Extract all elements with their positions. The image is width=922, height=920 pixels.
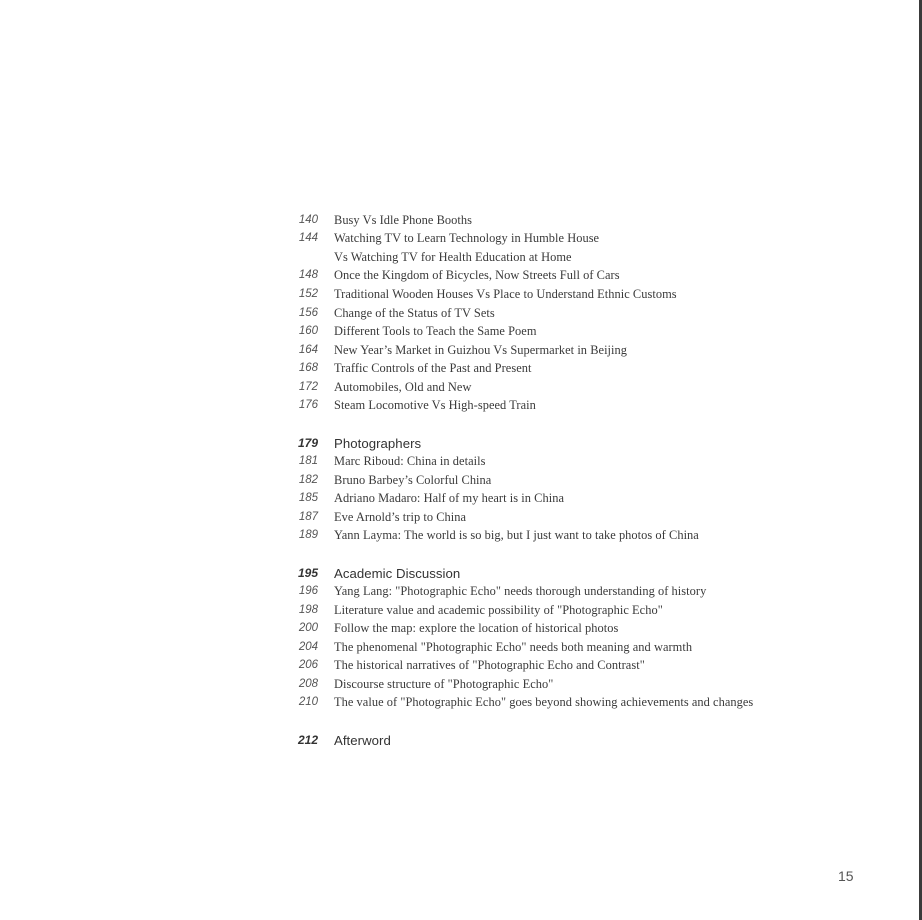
toc-entry-title: Automobiles, Old and New [334, 379, 472, 394]
toc-entry-title: Marc Riboud: China in details [334, 453, 486, 468]
toc-entry[interactable] [0, 211, 880, 229]
toc-entry[interactable] [0, 229, 880, 247]
page-number: 15 [838, 868, 854, 884]
toc-entry-title: Discourse structure of "Photographic Echo" [334, 676, 554, 691]
toc-entry[interactable] [0, 489, 880, 507]
toc-page-number: 204 [298, 641, 318, 653]
toc-entry-title: Yann Layma: The world is so big, but I just want to take photos of China [334, 527, 699, 542]
toc-page-number: 208 [298, 678, 318, 690]
toc-entry[interactable] [0, 359, 880, 377]
toc-section-academic-discussion[interactable] [0, 564, 880, 582]
toc-entry[interactable] [0, 526, 880, 544]
toc-entry-title: Change of the Status of TV Sets [334, 305, 495, 320]
toc-entry-title: Watching TV to Learn Technology in Humble House [334, 230, 600, 245]
toc-section-page-number: 179 [297, 436, 318, 450]
toc-entry[interactable] [0, 452, 880, 470]
toc-page-number: 164 [298, 344, 318, 356]
toc-entry[interactable] [0, 341, 880, 359]
toc-page-number: 206 [298, 659, 318, 671]
toc-entry[interactable] [0, 378, 880, 396]
toc-entry-title: The phenomenal "Photographic Echo" needs both meaning and warmth [334, 639, 693, 654]
toc-entry[interactable] [0, 619, 880, 637]
toc-page-number: 140 [298, 214, 318, 226]
toc-page-number: 148 [298, 269, 318, 281]
toc-page-number: 152 [298, 288, 318, 300]
toc-page-number: 172 [298, 381, 318, 393]
toc-entry[interactable] [0, 675, 880, 693]
toc-page-number: 185 [298, 492, 318, 504]
toc-entry-title: Traffic Controls of the Past and Present [334, 360, 532, 375]
toc-entry[interactable] [0, 304, 880, 322]
toc-entry-title: Yang Lang: "Photographic Echo" needs thorough understanding of history [334, 583, 707, 598]
toc-entry[interactable] [0, 601, 880, 619]
toc-entry-title: Vs Watching TV for Health Education at Home [334, 249, 572, 264]
toc-entry-title: Steam Locomotive Vs High-speed Train [334, 397, 536, 412]
toc-page-number: 187 [298, 511, 318, 523]
toc-entry[interactable] [0, 508, 880, 526]
toc-entry-title: Follow the map: explore the location of historical photos [334, 620, 619, 635]
toc-entry-title: Different Tools to Teach the Same Poem [334, 323, 537, 338]
toc-section-page-number: 212 [297, 733, 318, 747]
toc-entry[interactable] [0, 693, 880, 711]
toc-entry[interactable] [0, 582, 880, 600]
toc-entry-title: The historical narratives of "Photographic Echo and Contrast" [334, 657, 645, 672]
toc-entry[interactable] [0, 285, 880, 303]
toc-entry-title: New Year’s Market in Guizhou Vs Supermarket in Beijing [334, 342, 628, 357]
toc-entry-title: Traditional Wooden Houses Vs Place to Understand Ethnic Customs [334, 286, 677, 301]
toc-entry[interactable] [0, 471, 880, 489]
toc-page-number: 181 [298, 455, 318, 467]
toc-page-number: 182 [298, 474, 318, 486]
toc-page-number: 198 [298, 604, 318, 616]
toc-entry-title: Literature value and academic possibility of "Photographic Echo" [334, 602, 663, 617]
toc-section-title: Academic Discussion [334, 565, 461, 581]
toc-entry[interactable] [0, 396, 880, 414]
toc-entry-continuation[interactable] [0, 248, 880, 266]
toc-page-number: 156 [298, 307, 318, 319]
toc-section-title: Afterword [334, 732, 391, 748]
toc-entry[interactable] [0, 266, 880, 284]
toc-page-number: 176 [298, 399, 318, 411]
toc-entry[interactable] [0, 638, 880, 656]
toc-page-number: 144 [298, 232, 318, 244]
toc-section-afterword[interactable] [0, 731, 880, 749]
toc-entry-title: Busy Vs Idle Phone Booths [334, 212, 473, 227]
toc-entry-title: Once the Kingdom of Bicycles, Now Streets Full of Cars [334, 267, 620, 282]
toc-page-number: 160 [298, 325, 318, 337]
toc-entry[interactable] [0, 656, 880, 674]
toc-entry[interactable] [0, 322, 880, 340]
toc-entry-title: Adriano Madaro: Half of my heart is in China [334, 490, 564, 505]
toc-entry-title: Bruno Barbey’s Colorful China [334, 472, 492, 487]
toc-page-number: 210 [298, 696, 318, 708]
toc-page-number: 196 [298, 585, 318, 597]
toc-section-page-number: 195 [297, 566, 318, 580]
toc-section-title: Photographers [334, 435, 422, 451]
toc-page-number: 200 [298, 622, 318, 634]
toc-entry-title: Eve Arnold’s trip to China [334, 509, 467, 524]
toc-page-number: 168 [298, 362, 318, 374]
toc-page-number: 189 [298, 529, 318, 541]
toc-entry-title: The value of "Photographic Echo" goes beyond showing achievements and changes [334, 694, 754, 709]
toc-section-photographers[interactable] [0, 434, 880, 452]
